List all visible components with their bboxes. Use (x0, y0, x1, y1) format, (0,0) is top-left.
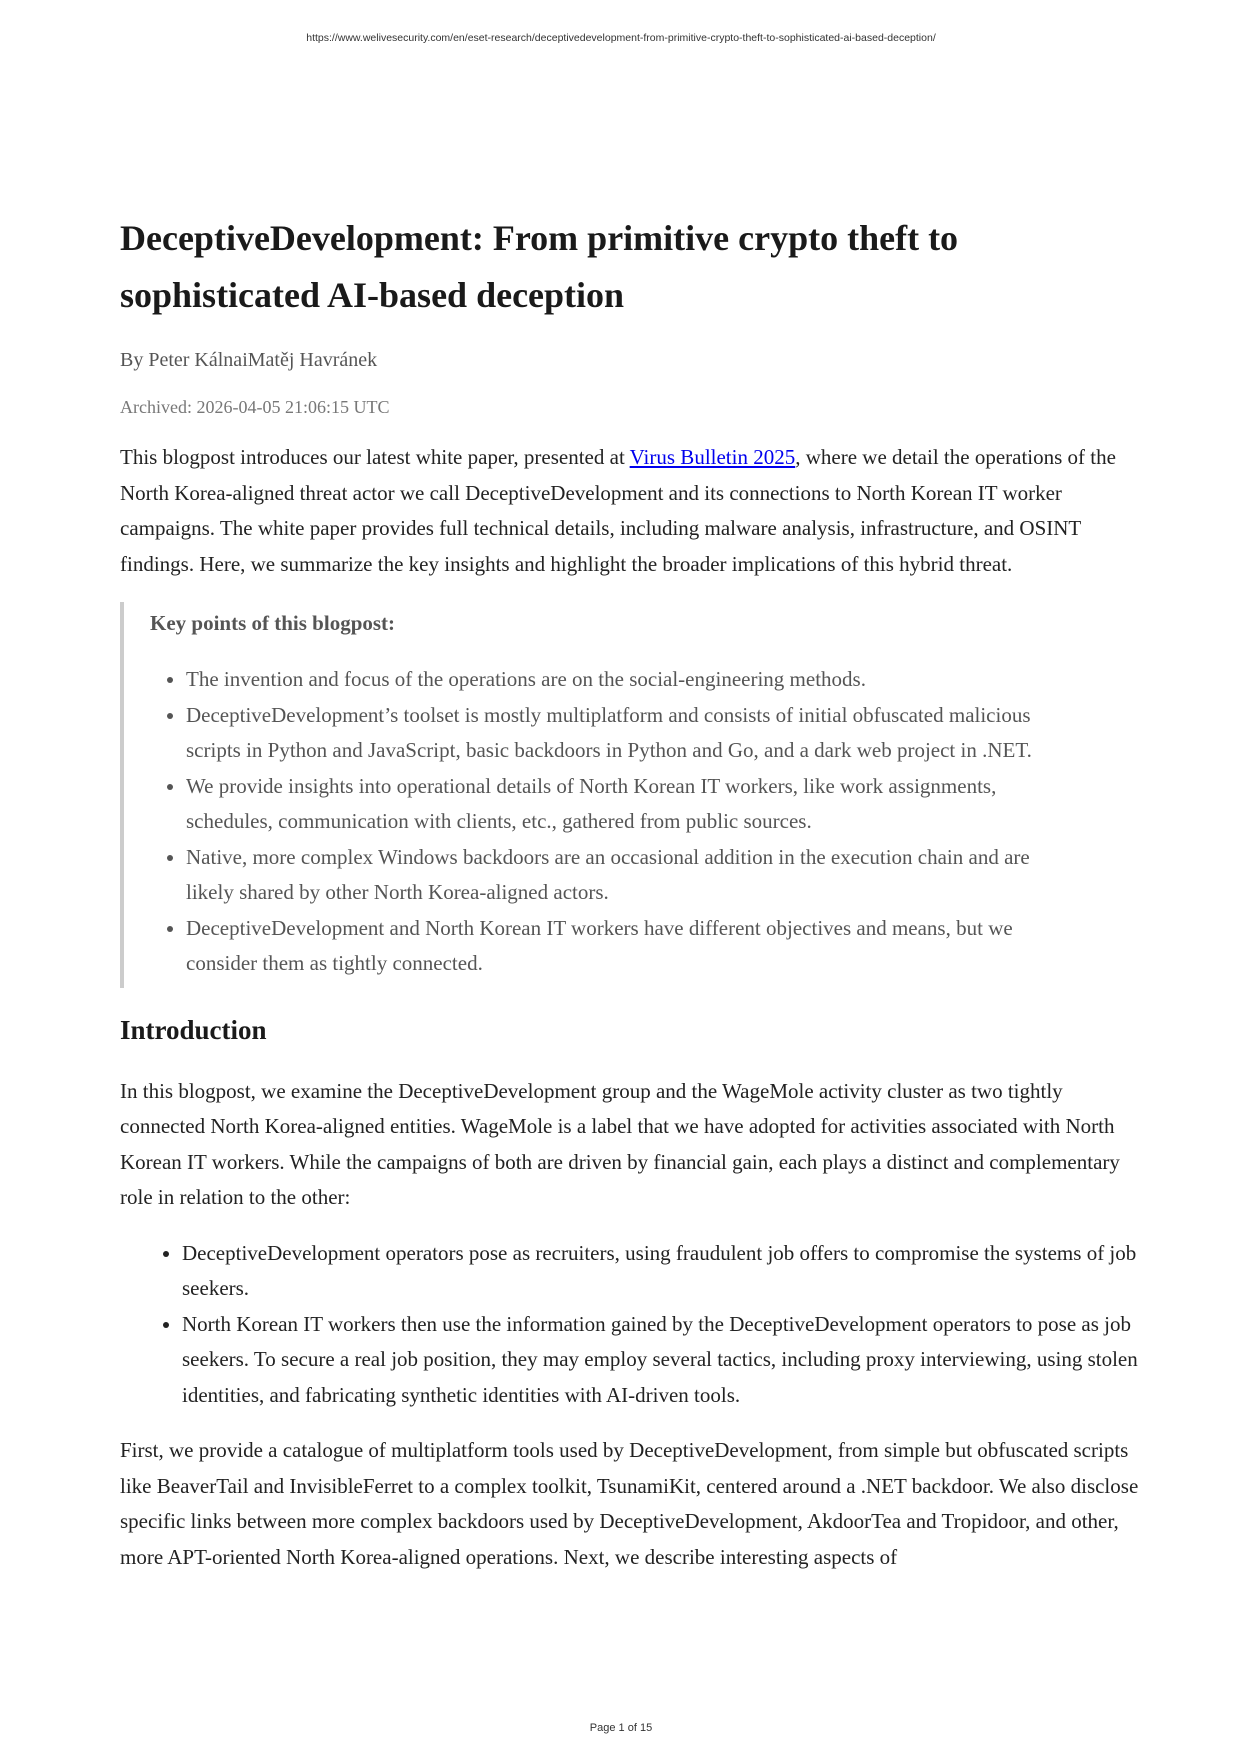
key-points-box (120, 602, 1140, 988)
intro-text-before: This blogpost introduces our latest white paper, presented at (120, 445, 630, 469)
list-item: • Native, more complex Windows backdoors are an occasional addition in the execution chain and are likely shared by other North Korea-aligned actors. (186, 840, 1066, 911)
key-points-list (150, 662, 1066, 982)
list-item: • North Korean IT workers then use the information gained by the DeceptiveDevelopment operators to pose as job seekers. To secure a real job position, they may employ several tactics, including proxy interviewing, using stolen identities, and fabricating synthetic identities with AI-driven tools. (182, 1307, 1140, 1414)
virus-bulletin-link[interactable]: Virus Bulletin 2025 (629, 445, 796, 469)
list-item: • DeceptiveDevelopment and North Korean IT workers have different objectives and means, but we consider them as tightly connected. (186, 911, 1066, 982)
page-url: https://www.welivesecurity.com/en/eset-research/deceptivedevelopment-from-primitive-crypto-theft-to-sophisticated-ai-based-deception/ (306, 32, 936, 44)
archived-timestamp: Archived: 2026-04-05 21:06:15 UTC (120, 397, 390, 417)
section-list (120, 1236, 1140, 1414)
list-item: • DeceptiveDevelopment’s toolset is mostly multiplatform and consists of initial obfuscated malicious scripts in Python and JavaScript, basic backdoors in Python and Go, and a dark web project in .NET. (186, 698, 1066, 769)
key-points-title: Key points of this blogpost: (150, 611, 396, 635)
section-heading: Introduction (120, 1014, 267, 1045)
article-title: DeceptiveDevelopment: From primitive crypto theft to sophisticated AI-based deception (120, 218, 959, 315)
intro-text-after: , where we detail the operations of the North Korea-aligned threat actor we call DeceptiveDevelopment and its connections to North Korean IT worker campaigns. The white paper provides full technical details, including malware analysis, infrastructure, and OSINT findings. Here, we summarize the key insights and highlight the broader implications of this hybrid threat. (120, 445, 1116, 576)
section-paragraph: First, we provide a catalogue of multiplatform tools used by DeceptiveDevelopment, from simple but obfuscated scripts like BeaverTail and InvisibleFerret to a complex toolkit, TsunamiKit, centered around a .NET backdoor. We also disclose specific links between more complex backdoors used by DeceptiveDevelopment, AkdoorTea and Tropidoor, and other, more APT-oriented North Korea-aligned operations. Next, we describe interesting aspects of (120, 1438, 1139, 1569)
intro-paragraph (120, 440, 1140, 582)
article (120, 210, 1140, 1575)
list-item: • The invention and focus of the operations are on the social-engineering methods. (186, 662, 1066, 698)
section-paragraph: In this blogpost, we examine the DeceptiveDevelopment group and the WageMole activity cluster as two tightly connected North Korea-aligned entities. WageMole is a label that we have adopted for activities associated with North Korean IT workers. While the campaigns of both are driven by financial gain, each plays a distinct and complementary role in relation to the other: (120, 1078, 1120, 1209)
byline: By Peter KálnaiMatěj Havránek (120, 349, 378, 371)
list-item: • We provide insights into operational details of North Korean IT workers, like work assignments, schedules, communication with clients, etc., gathered from public sources. (186, 769, 1066, 840)
page-number: Page 1 of 15 (589, 1722, 653, 1734)
list-item: • DeceptiveDevelopment operators pose as recruiters, using fraudulent job offers to compromise the systems of job seekers. (182, 1236, 1140, 1307)
